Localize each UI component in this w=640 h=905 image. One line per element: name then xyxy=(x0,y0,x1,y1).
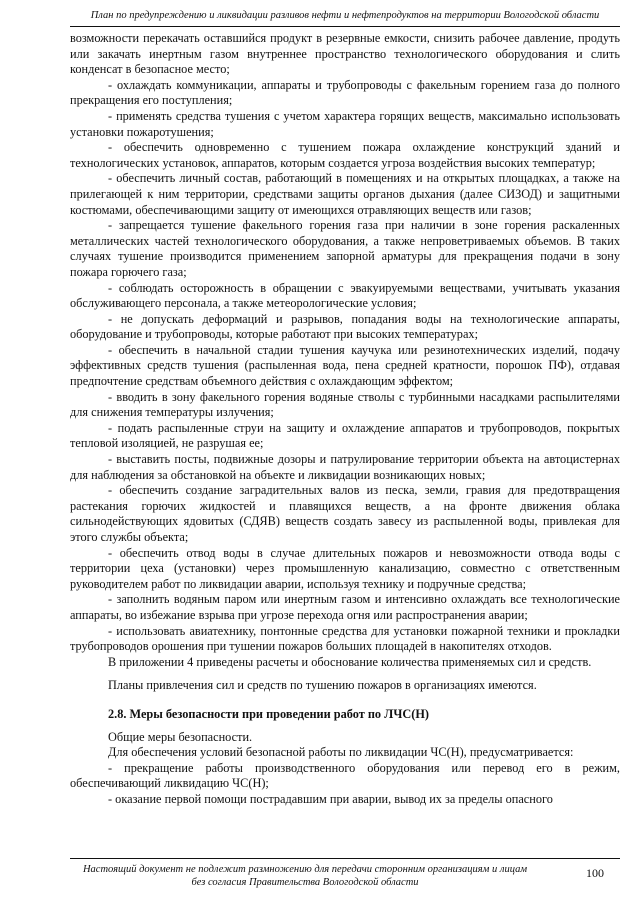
paragraph-plans-note: Планы привлечения сил и средств по тушению пожаров в организациях имеются. xyxy=(108,678,537,693)
page-number: 100 xyxy=(586,866,604,880)
list-item: - подать распыленные струи на защиту и охлаждение аппаратов и трубопроводов, покрытых тепловой изоляцией, не разрушая ее; xyxy=(70,420,620,451)
list-item: - не допускать деформаций и разрывов, попадания воды на технологические аппараты, оборудование и трубопроводы, которые работают при высоких температурах; xyxy=(70,311,620,342)
footer-divider xyxy=(70,858,620,859)
footer-line: без согласия Правительства Вологодской области xyxy=(191,877,419,888)
paragraph-appendix-note: В приложении 4 приведены расчеты и обоснование количества применяемых сил и средств. xyxy=(108,654,592,669)
list-item: - выставить посты, подвижные дозоры и патрулирование территории объекта на автоцистернах для наблюдения за обстановкой на объекте и ликвидации возникающих новых; xyxy=(70,452,620,482)
list-item: - соблюдать осторожность в обращении с эвакуируемыми веществами, учитывать указания обслуживающего персонала, а также метеорологические условия; xyxy=(70,280,620,311)
list-item: - обеспечить создание заградительных валов из песка, земли, гравия для предотвращения растекания горючих жидкостей и плавящихся веществ, а на фронте движения облака сильнодействующих ядовитых (СДЯВ) веществ создать завесу из распыленной воды, привлекая для этого службы объекта; xyxy=(70,483,620,544)
list-item: - обеспечить отвод воды в случае длительных пожаров и невозможности отвода воды с территории цеха (установки) через промышленную канализацию, совместно с ответственным руководителем работ по ликвидации аварии, используя технику и подручные средства; xyxy=(70,545,620,591)
page-header: План по предупреждению и ликвидации разливов нефти и нефтепродуктов на территории Вологодской области xyxy=(90,10,600,21)
list-item: - обеспечить в начальной стадии тушения каучука или резинотехнических изделий, подачу эффективных средств тушения (распыленная вода, пена средней кратности, порошок ПФ), отдавая предпочтение средствам объемного действия с охлаждающим эффектом; xyxy=(70,342,620,389)
paragraph: Общие меры безопасности. xyxy=(108,729,253,744)
list-item: - прекращение работы производственного оборудования или перевод его в режим, обеспечивающий ликвидацию ЧС(Н); xyxy=(70,760,620,791)
header-divider xyxy=(70,26,620,27)
paragraph: возможности перекачать оставшийся продукт в резервные емкости, снизить рабочее давление, продуть или закачать инертным газом внутреннее пространство технологического оборудования и слить конденсат в безопасное место; xyxy=(70,31,620,77)
document-body xyxy=(70,31,620,808)
page-footer xyxy=(70,863,540,889)
list-item: - оказание первой помощи пострадавшим при аварии, вывод их за пределы опасного xyxy=(108,791,553,806)
list-item: - вводить в зону факельного горения водяные стволы с турбинными насадками распылителями для снижения температуры излучения; xyxy=(70,389,620,420)
list-item: - охлаждать коммуникации, аппараты и трубопроводы с факельным горением газа до полного прекращения его поступления; xyxy=(70,77,620,108)
list-item: - обеспечить одновременно с тушением пожара охлаждение конструкций зданий и технологических установок, аппаратов, которым создается угроза воздействия высоких температур; xyxy=(70,140,620,170)
section-heading: 2.8. Меры безопасности при проведении работ по ЛЧС(Н) xyxy=(108,706,429,721)
list-item: - заполнить водяным паром или инертным газом и интенсивно охлаждать все технологические аппараты, во избежание взрыва при угрозе перехода огня или распространения аварии; xyxy=(70,592,620,622)
list-item: - использовать авиатехнику, понтонные средства для установки пожарной техники и прокладки трубопроводов орошения при тушении пожаров больших площадей в накопителях отходов. xyxy=(70,623,620,654)
list-item: - запрещается тушение факельного горения газа при наличии в зоне горения раскаленных металлических частей технологического оборудования, а также непроветриваемых объемов. В таких случаях тушение производится применением запорной арматуры для прекращения подачи в зону пожара горючего газа; xyxy=(70,218,620,279)
list-item: - применять средства тушения с учетом характера горящих веществ, максимально использовать установки пожаротушения; xyxy=(70,108,620,139)
list-item: - обеспечить личный состав, работающий в помещениях и на открытых площадках, а также на прилегающей к ним территории, средствами защиты органов дыхания (далее СИЗОД) и защитными костюмами, обеспечивающими защиту от имеющихся отравляющих веществ или газов; xyxy=(70,171,620,217)
paragraph: Для обеспечения условий безопасной работы по ликвидации ЧС(Н), предусматривается: xyxy=(108,745,574,760)
footer-line: Настоящий документ не подлежит размножению для передачи сторонним организациям и лицам xyxy=(82,864,528,875)
